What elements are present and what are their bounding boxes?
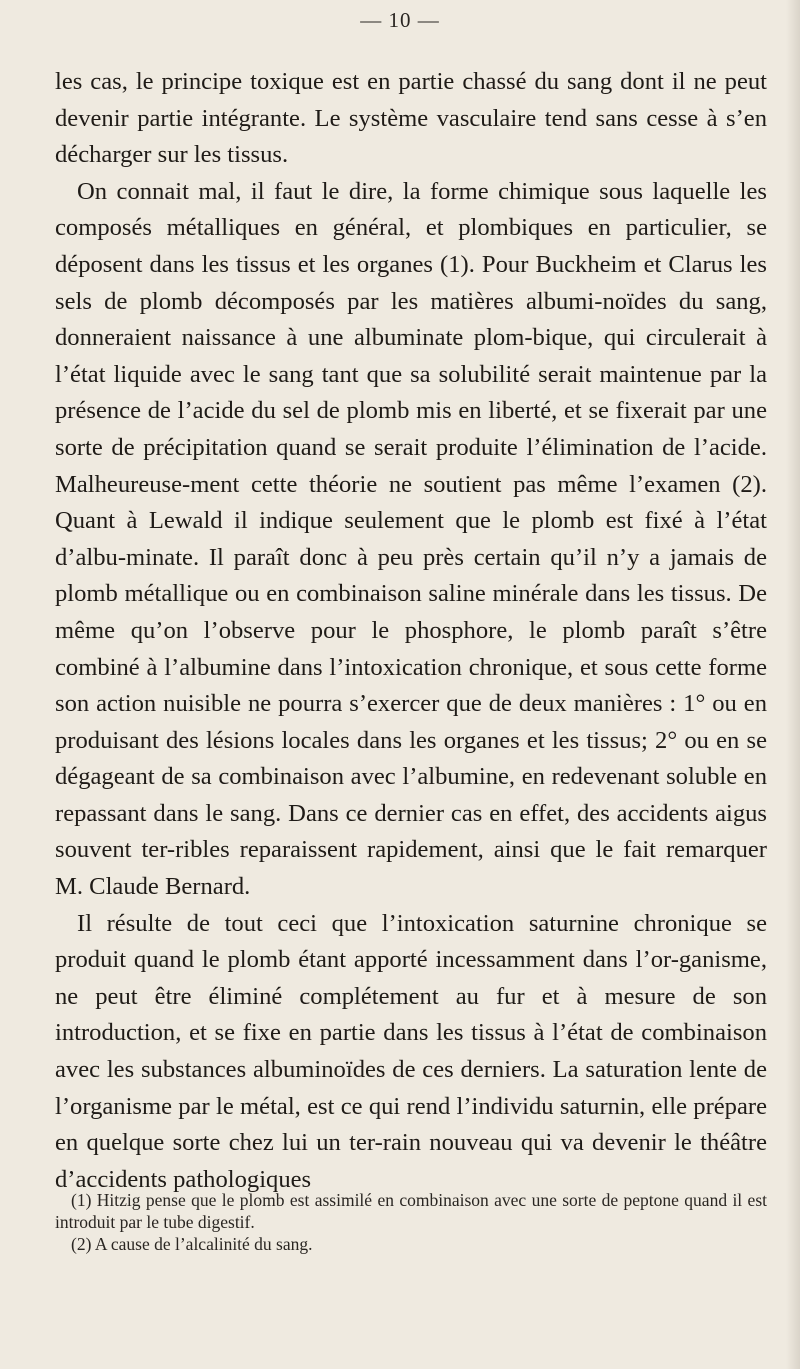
paragraph-1: les cas, le principe toxique est en partie chassé du sang dont il ne peut devenir partie intégrante. Le système vasculaire tend sans cesse à s’en décharger sur les tissus. <box>55 68 767 169</box>
paragraph-3: Il résulte de tout ceci que l’intoxication saturnine chronique se produit quand le plomb étant apporté incessamment dans l’or-ganisme, ne peut être éliminé complétement au fur et à mesure de son introduction, et se fixe en partie dans les tissus à l’état de combinaison avec les substances albuminoïdes de ces derniers. La saturation lente de l’organisme par le métal, est ce qui rend l’individu saturnin, elle prépare en quelque sorte chez lui un ter-rain nouveau qui va devenir le théâtre d’accidents pathologiques <box>55 909 767 1193</box>
page-edge-shadow <box>786 0 800 1369</box>
footnote-2: (2) A cause de l’alcalinité du sang. <box>71 1234 313 1254</box>
footnote-1: (1) Hitzig pense que le plomb est assimilé en combinaison avec une sorte de peptone quand il est introduit par le tube digestif. <box>55 1190 767 1232</box>
paragraph-2: On connait mal, il faut le dire, la forme chimique sous laquelle les composés métalliques en général, et plombiques en particulier, se déposent dans les tissus et les organes (1). Pour Buckheim et Clarus les sels de plomb décomposés par les matières albumi-noïdes du sang, donneraient naissance à une albuminate plom-bique, qui circulerait à l’état liquide avec le sang tant que sa solubilité serait maintenue par la présence de l’acide du sel de plomb mis en liberté, et se fixerait par une sorte de précipitation quand se serait produite l’élimination de l’acide. Malheureuse-ment cette théorie ne soutient pas même l’examen (2). Quant à Lewald il indique seulement que le plomb est fixé à l’état d’albu-minate. Il paraît donc à peu près certain qu’il n’y a jamais de plomb métallique ou en combinaison saline minérale dans les tissus. De même qu’on l’observe pour le phosphore, le plomb paraît s’être combiné à l’albumine dans l’intoxication chronique, et sous cette forme son action nuisible ne pourra s’exercer que de deux manières : 1° ou en produisant des lésions locales dans les organes et les tissus; 2° ou en se dégageant de sa combinaison avec l’albumine, en redevenant soluble en repassant dans le sang. Dans ce dernier cas en effet, des accidents aigus souvent ter-ribles reparaissent rapidement, ainsi que le fait remarquer M. Claude Bernard. <box>55 177 767 901</box>
body-text <box>55 64 767 1198</box>
footnotes <box>55 1189 767 1255</box>
page-number: — 10 — <box>360 8 440 32</box>
